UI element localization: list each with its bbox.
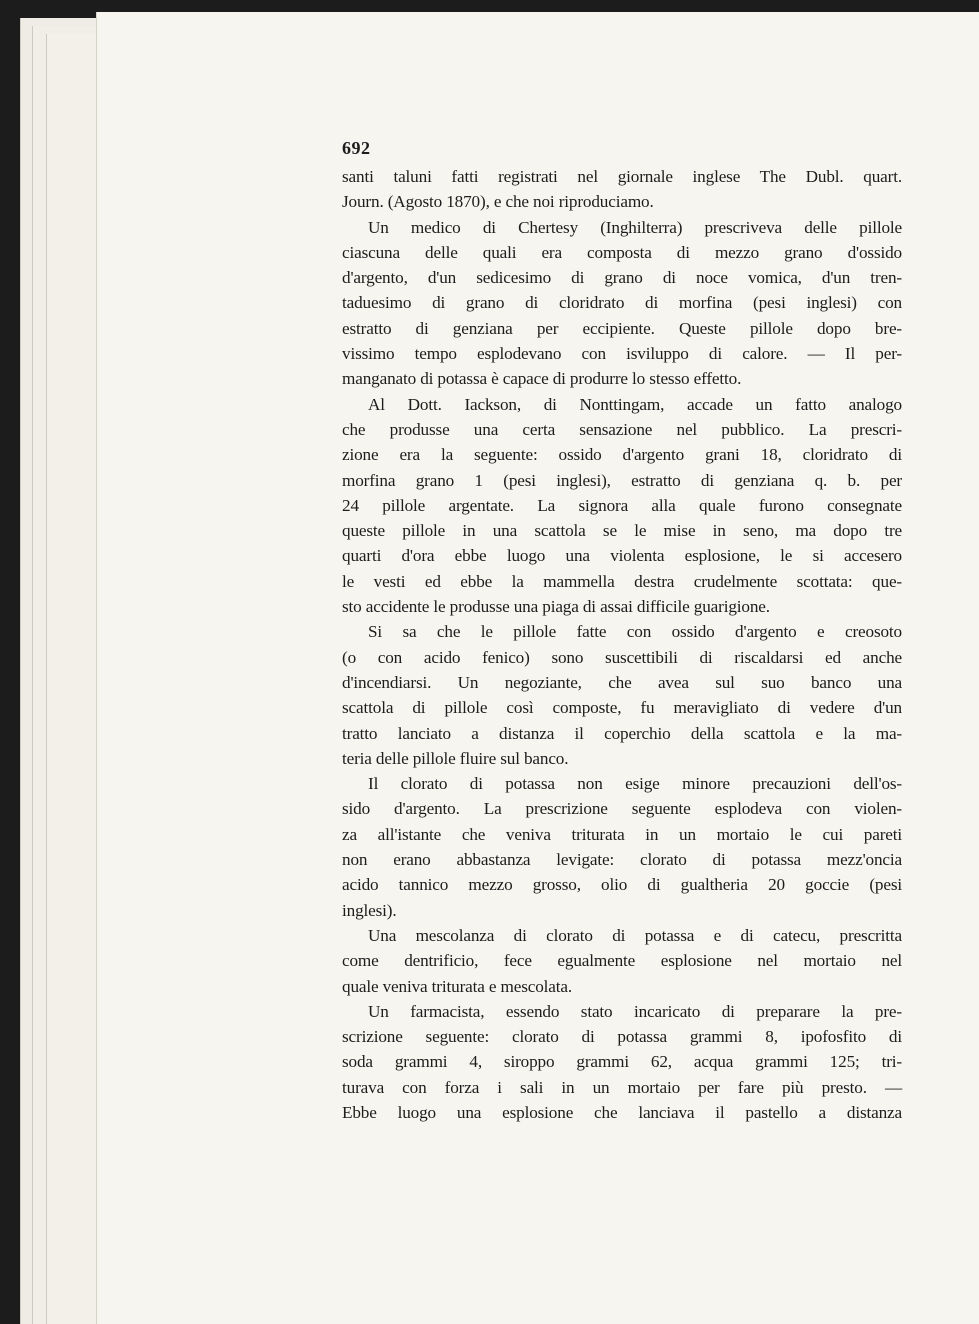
- text-line: 24 pillole argentate. La signora alla quale furono consegnate: [342, 495, 902, 515]
- text-line: taduesimo di grano di cloridrato di morfina (pesi inglesi) con: [342, 293, 902, 313]
- text-line: soda grammi 4, siroppo grammi 62, acqua grammi 125; tri-: [342, 1052, 902, 1072]
- text-line: tratto lanciato a distanza il coperchio della scattola e la ma-: [342, 723, 902, 743]
- text-line: scattola di pillole così composte, fu meravigliato di vedere d'un: [342, 698, 902, 718]
- body-text: [342, 164, 902, 1125]
- text-line: d'incendiarsi. Un negoziante, che avea sul suo banco una: [342, 672, 902, 692]
- text-line: queste pillole in una scattola se le mise in seno, ma dopo tre: [342, 521, 902, 541]
- text-line: d'argento, d'un sedicesimo di grano di noce vomica, d'un tren-: [342, 268, 902, 288]
- text-line: quarti d'ora ebbe luogo una violenta esplosione, le si accesero: [342, 546, 902, 566]
- text-line: sto accidente le produsse una piaga di assai difficile guarigione.: [342, 597, 770, 617]
- text-line: non erano abbastanza levigate: clorato di potassa mezz'oncia: [342, 850, 902, 870]
- text-line: zione era la seguente: ossido d'argento grani 18, cloridrato di: [342, 445, 902, 465]
- text-line: (o con acido fenico) sono suscettibili di riscaldarsi ed anche: [342, 647, 902, 667]
- text-line: Journ. (Agosto 1870), e che noi riproduciamo.: [342, 192, 654, 212]
- text-line: che produsse una certa sensazione nel pubblico. La prescri-: [342, 419, 902, 439]
- text-line: Si sa che le pillole fatte con ossido d'argento e creosoto: [368, 622, 902, 642]
- text-line: morfina grano 1 (pesi inglesi), estratto di genziana q. b. per: [342, 470, 902, 490]
- text-line: quale veniva triturata e mescolata.: [342, 976, 573, 996]
- text-line: Il clorato di potassa non esige minore precauzioni dell'os-: [368, 774, 902, 794]
- page-number: 692: [342, 138, 371, 158]
- text-line: Un medico di Chertesy (Inghilterra) prescriveva delle pillole: [368, 217, 902, 237]
- text-line: vissimo tempo esplodevano con isviluppo di calore. — Il per-: [342, 344, 902, 364]
- text-line: Al Dott. Iackson, di Nonttingam, accade un fatto analogo: [368, 394, 902, 414]
- text-line: teria delle pillole fluire sul banco.: [342, 748, 569, 768]
- text-line: estratto di genziana per eccipiente. Queste pillole dopo bre-: [342, 318, 902, 338]
- text-line: come dentrificio, fece egualmente esplosione nel mortaio nel: [342, 951, 902, 971]
- text-line: le vesti ed ebbe la mammella destra crudelmente scottata: que-: [342, 571, 902, 591]
- text-line: manganato di potassa è capace di produrre lo stesso effetto.: [342, 369, 742, 389]
- text-line: Un farmacista, essendo stato incaricato di preparare la pre-: [368, 1001, 902, 1021]
- page-text: [342, 132, 902, 1125]
- text-line: inglesi).: [342, 900, 397, 920]
- text-line: Ebbe luogo una esplosione che lanciava il pastello a distanza: [342, 1102, 902, 1122]
- text-line: Una mescolanza di clorato di potassa e di catecu, prescritta: [368, 925, 902, 945]
- text-line: acido tannico mezzo grosso, olio di gualtheria 20 goccie (pesi: [342, 875, 902, 895]
- text-line: za all'istante che veniva triturata in un mortaio le cui pareti: [342, 824, 902, 844]
- text-line: santi taluni fatti registrati nel giornale inglese The Dubl. quart.: [342, 167, 902, 186]
- text-line: turava con forza i sali in un mortaio per fare più presto. —: [342, 1077, 902, 1097]
- text-line: ciascuna delle quali era composta di mezzo grano d'ossido: [342, 242, 902, 262]
- text-line: scrizione seguente: clorato di potassa grammi 8, ipofosfito di: [342, 1027, 902, 1047]
- text-line: sido d'argento. La prescrizione seguente esplodeva con violen-: [342, 799, 902, 819]
